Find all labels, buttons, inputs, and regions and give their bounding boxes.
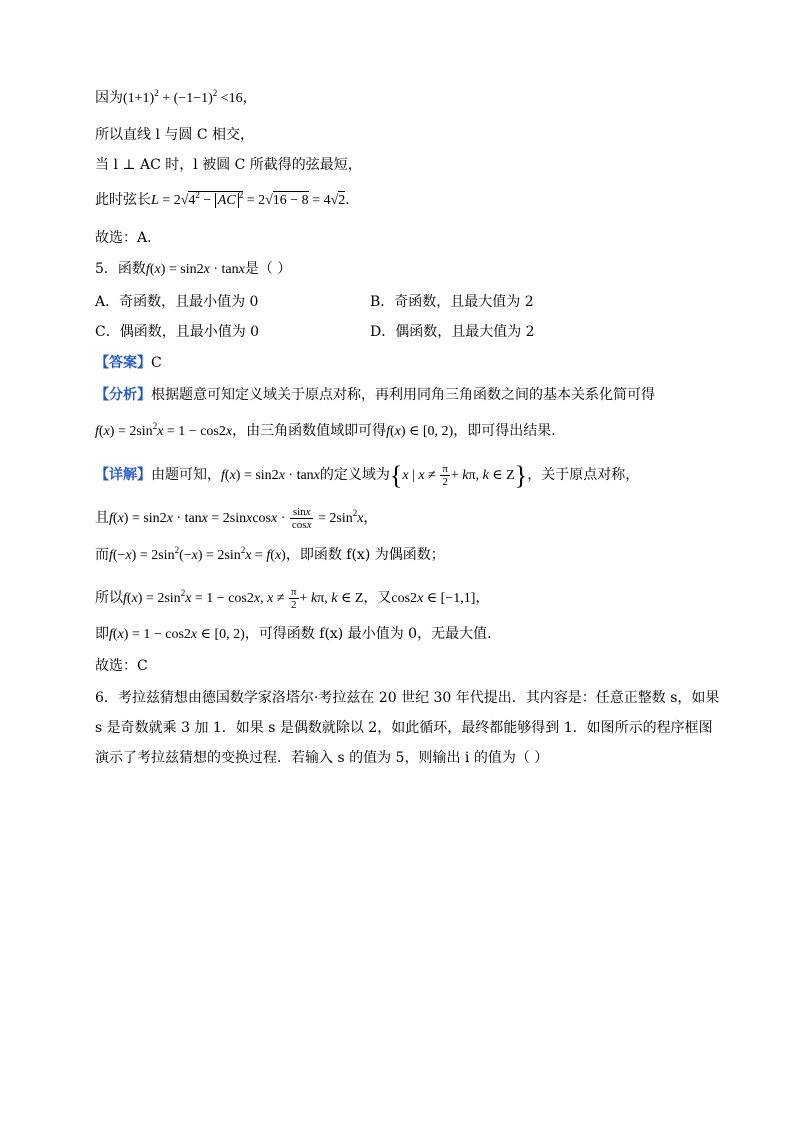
option-b[interactable]: B．奇函数，且最大值为 2 [370, 294, 534, 310]
answer-value: C [151, 355, 162, 371]
analysis-line-2: $f(x) = 2\sin^2x = 1 - \cos 2x$，由三角函数值域即可得f(x) ∈ [0, 2)，即可得出结果. [95, 421, 556, 439]
detail-line-1: 【详解】由题可知，f(x) = sin2x · tanx的定义域为{x | x ≠ $\frac{\pi}{2}$ + kπ, k ∈ Z}，关于原点对称， [95, 460, 640, 490]
detail-line-6: 故选：C [95, 658, 148, 674]
detail-line-5: 即f(x) = 1 − cos2x ∈ [0, 2)，可得函数 f(x) 最小值为 0，无最大值. [95, 626, 492, 642]
detail-line-4: 所以$f(x) = 2\sin^2x = 1 - \cos 2x$, x ≠ $\frac{\pi}{2}$ + kπ, k ∈ Z，又cos2x ∈ [−1,1]， [95, 586, 490, 612]
solution-line-3: 当 l ⊥ AC 时，l 被圆 C 所截得的弦最短， [95, 157, 362, 173]
question-6-line-3: 演示了考拉兹猜想的变换过程．若输入 s 的值为 5，则输出 i 的值为（ ） [95, 750, 549, 766]
option-a[interactable]: A．奇函数，且最小值为 0 [95, 294, 259, 310]
detail-line-2: 且f(x) = sin2x · tanx = 2sinxcosx · $\frac{\sin x}{\cos x}$ = $2\sin^2x$， [95, 506, 378, 532]
inequality-expression: $(1+1)^2 + (-1-1)^2 <16$ [123, 88, 243, 106]
question-6-line-1: 6．考拉兹猜想由德国数学家洛塔尔·考拉兹在 20 世纪 30 年代提出．其内容是：任意正整数 s，如果 [95, 690, 720, 706]
chord-length-formula: $L = 2√4^2$ − AC $^2$ = 2√16 − 8 = 4√2 [151, 190, 346, 208]
question-5-stem: 5．函数f(x) = sin2x · tanx是（ ） [95, 261, 292, 277]
option-c[interactable]: C．偶函数，且最小值为 0 [95, 324, 260, 340]
solution-line-4: 此时弦长$L = 2√4^2$ − AC $^2$ = 2√16 − 8 = 4√2． [95, 190, 360, 208]
analysis-tag: 【分析】 [95, 387, 151, 403]
option-d[interactable]: D．偶函数，且最大值为 2 [370, 324, 535, 340]
solution-line-1: 因为$(1+1)^2 + (-1-1)^2 <16$， [95, 88, 257, 106]
domain-set: {x | x ≠ $\frac{\pi}{2}$ + kπ, k ∈ Z} [389, 460, 528, 490]
solution-line-2: 所以直线 l 与圆 C 相交， [95, 127, 254, 143]
detail-line-3: 而$f(-x) = 2\sin^2(-x) = 2\sin^2x = f(x)$，即函数 f(x) 为偶函数； [95, 545, 445, 563]
answer-tag: 【答案】 [95, 355, 151, 371]
question-6-line-2: s 是奇数就乘 3 加 1．如果 s 是偶数就除以 2，如此循环，最终都能够得到 1．如图所示的程序框图 [95, 720, 713, 736]
answer-line [95, 353, 162, 373]
solution-line-5: 故选：A． [95, 230, 162, 246]
analysis-line-1: 【分析】根据题意可知定义域关于原点对称，再利用同角三角函数之间的基本关系化简可得 [95, 387, 655, 403]
detail-tag: 【详解】 [95, 467, 151, 483]
